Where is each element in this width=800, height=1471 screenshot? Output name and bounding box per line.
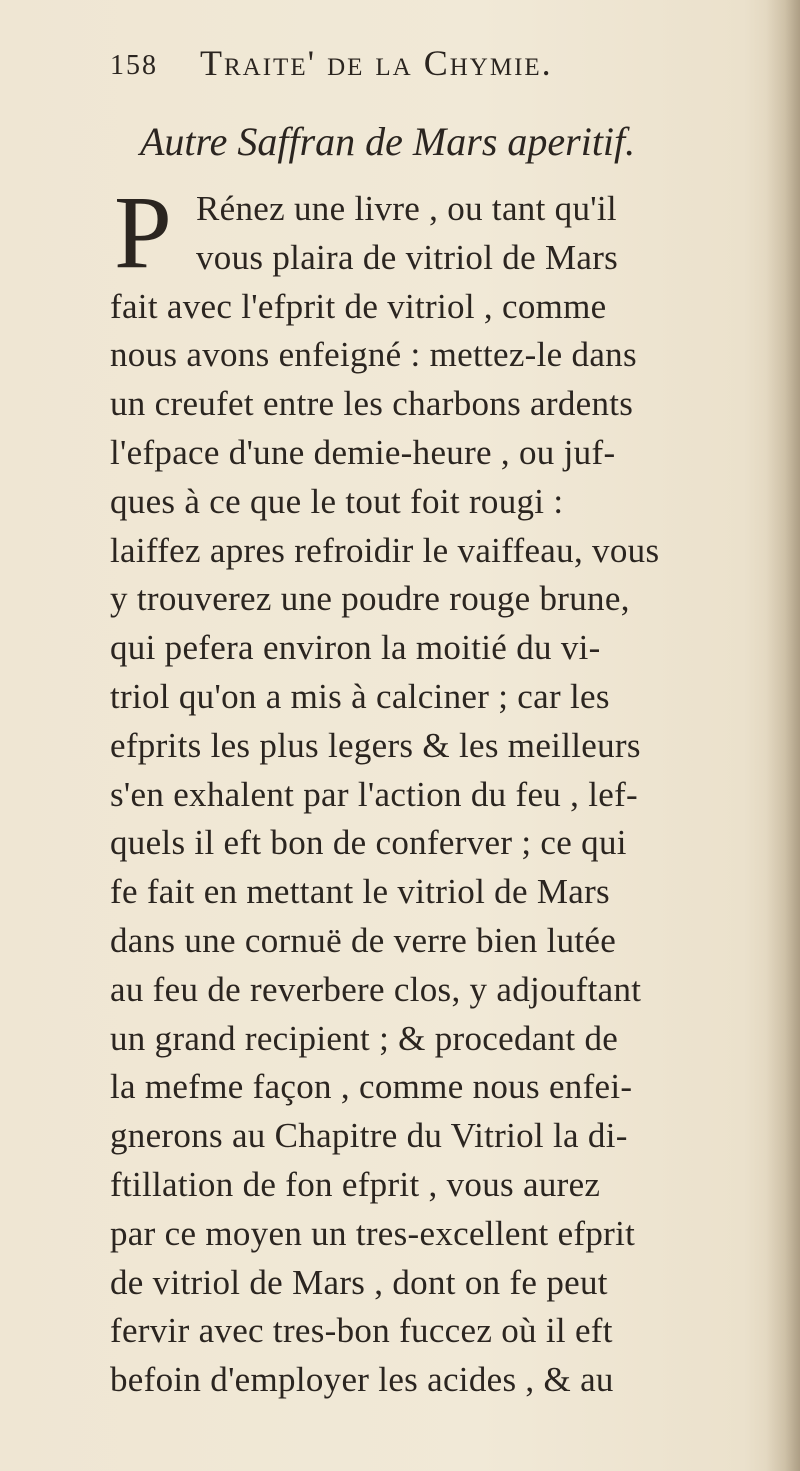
text-line: l'efpace d'une demie-heure , ou juf- — [110, 432, 616, 472]
text-line: gnerons au Chapitre du Vitriol la di- — [110, 1116, 628, 1156]
text-line: s'en exhalent par l'action du feu , lef- — [110, 774, 639, 814]
text-line: par ce moyen un tres-excellent efprit — [110, 1213, 636, 1253]
text-line: efprits les plus legers & les meilleurs — [110, 725, 641, 765]
text-line: fe fait en mettant le vitriol de Mars — [110, 872, 610, 912]
page-header — [110, 42, 710, 92]
text-line: un grand recipient ; & procedant de — [110, 1018, 619, 1058]
section-title: Autre Saffran de Mars aperitif. — [140, 119, 636, 164]
text-line: qui pefera environ la moitié du vi- — [110, 628, 601, 668]
text-line: la mefme façon , comme nous enfei- — [110, 1067, 633, 1107]
text-line: fait avec l'efprit de vitriol , comme — [110, 286, 607, 326]
page-number: 158 — [110, 50, 158, 81]
text-line-content: Rénez une livre , ou tant qu'il — [196, 189, 617, 228]
text-line: dans une cornuë de verre bien lutée — [110, 920, 617, 960]
text-line: vous plaira de vitriol de Mars — [196, 237, 619, 277]
body-text — [110, 175, 800, 1405]
text-line: quels il eft bon de conferver ; ce qui — [110, 823, 627, 863]
text-line: triol qu'on a mis à calciner ; car les — [110, 676, 610, 716]
drop-cap: P — [114, 175, 173, 290]
text-line: ftillation de fon efprit , vous aurez — [110, 1164, 601, 1204]
text-line: ques à ce que le tout foit rougi : — [110, 481, 564, 521]
text-line: fervir avec tres-bon fuccez où il eft — [110, 1311, 613, 1351]
text-line: un creufet entre les charbons ardents — [110, 384, 634, 424]
text-line: laiffez apres refroidir le vaiffeau, vous — [110, 530, 660, 570]
text-line: nous avons enfeigné : mettez-le dans — [110, 335, 637, 375]
text-line: de vitriol de Mars , dont on fe peut — [110, 1262, 608, 1302]
text-line: au feu de reverbere clos, y adjouftant — [110, 969, 642, 1009]
running-title: Traite' de la Chymie. — [200, 43, 553, 83]
text-line: befoin d'employer les acides , & au — [110, 1360, 614, 1400]
text-line: y trouverez une poudre rouge brune, — [110, 579, 630, 619]
